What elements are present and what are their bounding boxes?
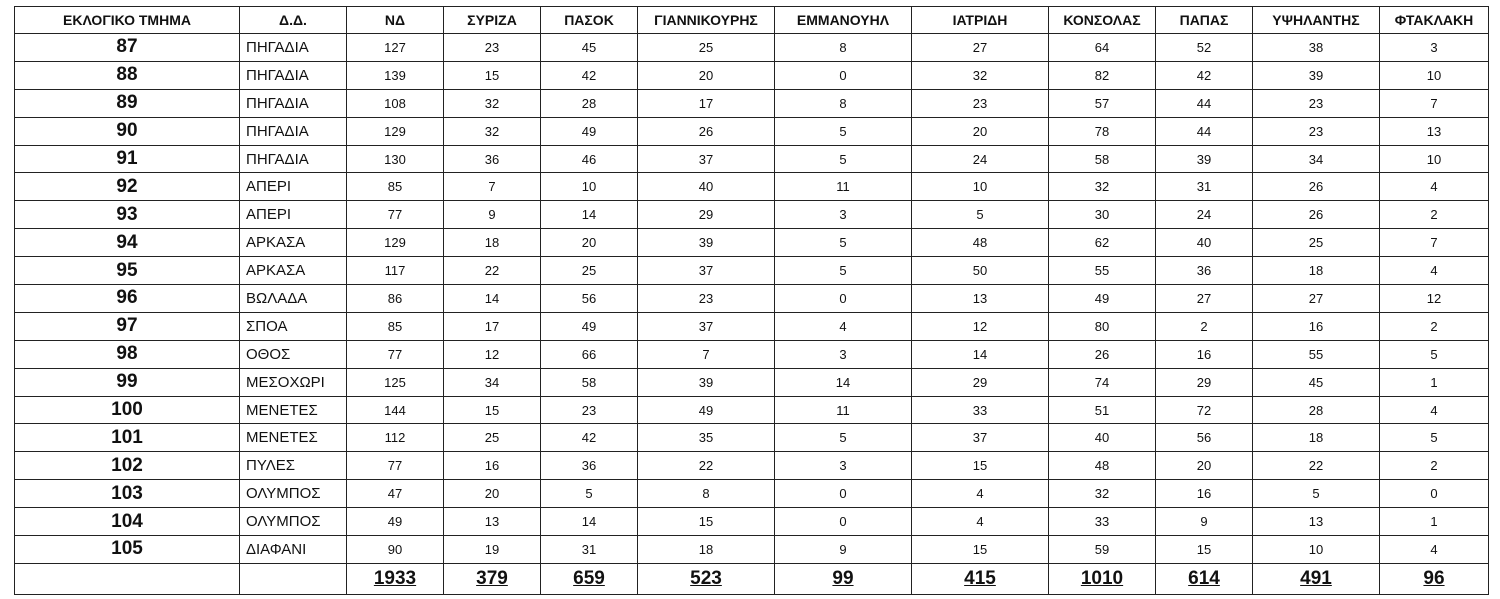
vote-count: 34 [444,368,541,396]
vote-count: 59 [1049,536,1156,564]
vote-count: 3 [775,340,912,368]
area-name: ΔΙΑΦΑΝΙ [240,536,347,564]
vote-count: 16 [444,452,541,480]
vote-count: 5 [1253,480,1380,508]
vote-count: 125 [347,368,444,396]
vote-count: 25 [444,424,541,452]
vote-count: 32 [1049,173,1156,201]
section-number: 104 [15,508,240,536]
vote-count: 5 [541,480,638,508]
table-row [15,508,1489,536]
vote-count: 74 [1049,368,1156,396]
section-number: 87 [15,34,240,62]
vote-count: 14 [541,201,638,229]
section-number: 105 [15,536,240,564]
column-header: ΓΙΑΝΝΙΚΟΥΡΗΣ [638,7,775,34]
vote-count: 29 [638,201,775,229]
totals-row [15,563,1489,594]
area-name: ΑΡΚΑΣΑ [240,257,347,285]
vote-count: 13 [912,285,1049,313]
vote-count: 28 [1253,396,1380,424]
table-row [15,285,1489,313]
vote-count: 23 [638,285,775,313]
vote-count: 90 [347,536,444,564]
vote-count: 3 [775,452,912,480]
vote-count: 3 [775,201,912,229]
vote-count: 4 [912,480,1049,508]
vote-count: 23 [541,396,638,424]
vote-count: 10 [912,173,1049,201]
vote-count: 49 [638,396,775,424]
table-row [15,536,1489,564]
total-count: 1010 [1049,563,1156,594]
vote-count: 78 [1049,117,1156,145]
vote-count: 12 [1380,285,1489,313]
area-name: ΟΛΥΜΠΟΣ [240,480,347,508]
vote-count: 0 [775,480,912,508]
area-name: ΠΥΛΕΣ [240,452,347,480]
vote-count: 42 [541,424,638,452]
vote-count: 27 [912,34,1049,62]
vote-count: 36 [1156,257,1253,285]
vote-count: 37 [638,145,775,173]
vote-count: 18 [1253,424,1380,452]
total-count: 523 [638,563,775,594]
vote-count: 10 [541,173,638,201]
results-sheet [14,6,1488,587]
vote-count: 127 [347,34,444,62]
section-number: 103 [15,480,240,508]
vote-count: 39 [1156,145,1253,173]
table-row [15,368,1489,396]
vote-count: 56 [541,285,638,313]
vote-count: 80 [1049,312,1156,340]
area-name: ΜΕΣΟΧΩΡΙ [240,368,347,396]
area-name: ΠΗΓΑΔΙΑ [240,117,347,145]
header-row [15,7,1489,34]
column-header: ΥΨΗΛΑΝΤΗΣ [1253,7,1380,34]
area-name: ΣΠΟΑ [240,312,347,340]
section-number: 93 [15,201,240,229]
vote-count: 2 [1380,201,1489,229]
vote-count: 8 [638,480,775,508]
area-name: ΠΗΓΑΔΙΑ [240,145,347,173]
vote-count: 18 [1253,257,1380,285]
vote-count: 33 [912,396,1049,424]
vote-count: 62 [1049,229,1156,257]
vote-count: 52 [1156,34,1253,62]
vote-count: 4 [1380,536,1489,564]
vote-count: 86 [347,285,444,313]
column-header: ΝΔ [347,7,444,34]
vote-count: 23 [912,89,1049,117]
area-name: ΠΗΓΑΔΙΑ [240,34,347,62]
table-row [15,257,1489,285]
table-row [15,229,1489,257]
column-header: ΠΑΠΑΣ [1156,7,1253,34]
section-number: 100 [15,396,240,424]
vote-count: 10 [1253,536,1380,564]
vote-count: 5 [1380,424,1489,452]
vote-count: 5 [775,117,912,145]
vote-count: 85 [347,312,444,340]
table-row [15,61,1489,89]
vote-count: 19 [444,536,541,564]
vote-count: 40 [1156,229,1253,257]
table-row [15,424,1489,452]
table-row [15,34,1489,62]
vote-count: 29 [1156,368,1253,396]
vote-count: 38 [1253,34,1380,62]
area-name: ΑΡΚΑΣΑ [240,229,347,257]
section-number: 98 [15,340,240,368]
vote-count: 16 [1253,312,1380,340]
vote-count: 58 [541,368,638,396]
vote-count: 42 [1156,61,1253,89]
vote-count: 25 [541,257,638,285]
vote-count: 40 [638,173,775,201]
section-number: 96 [15,285,240,313]
area-name: ΒΩΛΑΔΑ [240,285,347,313]
vote-count: 55 [1049,257,1156,285]
vote-count: 5 [775,229,912,257]
vote-count: 1 [1380,508,1489,536]
vote-count: 44 [1156,89,1253,117]
vote-count: 139 [347,61,444,89]
area-name: ΜΕΝΕΤΕΣ [240,396,347,424]
vote-count: 32 [444,117,541,145]
vote-count: 85 [347,173,444,201]
vote-count: 2 [1380,312,1489,340]
section-number: 90 [15,117,240,145]
column-header: ΦΤΑΚΛΑΚΗ [1380,7,1489,34]
vote-count: 12 [444,340,541,368]
vote-count: 7 [1380,229,1489,257]
section-number: 97 [15,312,240,340]
area-name: ΠΗΓΑΔΙΑ [240,89,347,117]
vote-count: 0 [1380,480,1489,508]
table-row [15,201,1489,229]
table-footer [15,563,1489,594]
vote-count: 7 [444,173,541,201]
vote-count: 5 [775,257,912,285]
vote-count: 20 [541,229,638,257]
table-row [15,312,1489,340]
area-name: ΑΠΕΡΙ [240,173,347,201]
vote-count: 18 [444,229,541,257]
vote-count: 26 [638,117,775,145]
vote-count: 24 [912,145,1049,173]
vote-count: 13 [1253,508,1380,536]
vote-count: 5 [912,201,1049,229]
total-count: 99 [775,563,912,594]
section-number: 95 [15,257,240,285]
vote-count: 10 [1380,61,1489,89]
vote-count: 13 [444,508,541,536]
vote-count: 72 [1156,396,1253,424]
column-header: ΚΟΝΣΟΛΑΣ [1049,7,1156,34]
vote-count: 23 [444,34,541,62]
table-row [15,89,1489,117]
vote-count: 8 [775,89,912,117]
vote-count: 9 [775,536,912,564]
vote-count: 23 [1253,117,1380,145]
column-header: ΙΑΤΡΙΔΗ [912,7,1049,34]
vote-count: 108 [347,89,444,117]
total-count: 1933 [347,563,444,594]
vote-count: 64 [1049,34,1156,62]
vote-count: 44 [1156,117,1253,145]
total-count: 415 [912,563,1049,594]
vote-count: 30 [1049,201,1156,229]
vote-count: 26 [1049,340,1156,368]
vote-count: 77 [347,340,444,368]
vote-count: 15 [912,536,1049,564]
vote-count: 27 [1253,285,1380,313]
vote-count: 4 [1380,257,1489,285]
vote-count: 14 [775,368,912,396]
section-number: 102 [15,452,240,480]
column-header: ΕΚΛΟΓΙΚΟ ΤΜΗΜΑ [15,7,240,34]
vote-count: 20 [444,480,541,508]
vote-count: 39 [638,229,775,257]
total-count: 379 [444,563,541,594]
section-number: 94 [15,229,240,257]
vote-count: 77 [347,201,444,229]
vote-count: 2 [1156,312,1253,340]
vote-count: 22 [1253,452,1380,480]
vote-count: 34 [1253,145,1380,173]
vote-count: 20 [912,117,1049,145]
table-body [15,34,1489,564]
vote-count: 4 [775,312,912,340]
vote-count: 12 [912,312,1049,340]
vote-count: 36 [444,145,541,173]
vote-count: 37 [912,424,1049,452]
vote-count: 9 [444,201,541,229]
table-row [15,452,1489,480]
vote-count: 5 [1380,340,1489,368]
vote-count: 2 [1380,452,1489,480]
vote-count: 130 [347,145,444,173]
vote-count: 35 [638,424,775,452]
totals-empty-cell [240,563,347,594]
vote-count: 8 [775,34,912,62]
vote-count: 66 [541,340,638,368]
vote-count: 18 [638,536,775,564]
vote-count: 9 [1156,508,1253,536]
vote-count: 1 [1380,368,1489,396]
vote-count: 39 [1253,61,1380,89]
section-number: 92 [15,173,240,201]
vote-count: 117 [347,257,444,285]
vote-count: 144 [347,396,444,424]
vote-count: 37 [638,312,775,340]
table-row [15,396,1489,424]
vote-count: 129 [347,229,444,257]
section-number: 101 [15,424,240,452]
vote-count: 29 [912,368,1049,396]
vote-count: 77 [347,452,444,480]
results-table [14,6,1489,595]
vote-count: 57 [1049,89,1156,117]
vote-count: 4 [912,508,1049,536]
area-name: ΟΘΟΣ [240,340,347,368]
column-header: ΣΥΡΙΖΑ [444,7,541,34]
section-number: 89 [15,89,240,117]
vote-count: 58 [1049,145,1156,173]
vote-count: 0 [775,285,912,313]
vote-count: 17 [638,89,775,117]
vote-count: 14 [912,340,1049,368]
vote-count: 31 [541,536,638,564]
vote-count: 7 [638,340,775,368]
vote-count: 11 [775,396,912,424]
vote-count: 20 [638,61,775,89]
vote-count: 49 [541,312,638,340]
vote-count: 14 [541,508,638,536]
section-number: 99 [15,368,240,396]
vote-count: 36 [541,452,638,480]
vote-count: 112 [347,424,444,452]
vote-count: 22 [638,452,775,480]
vote-count: 26 [1253,173,1380,201]
vote-count: 16 [1156,340,1253,368]
vote-count: 31 [1156,173,1253,201]
vote-count: 15 [444,61,541,89]
vote-count: 20 [1156,452,1253,480]
area-name: ΜΕΝΕΤΕΣ [240,424,347,452]
vote-count: 28 [541,89,638,117]
vote-count: 0 [775,508,912,536]
vote-count: 49 [347,508,444,536]
table-row [15,480,1489,508]
total-count: 491 [1253,563,1380,594]
vote-count: 15 [638,508,775,536]
vote-count: 7 [1380,89,1489,117]
vote-count: 10 [1380,145,1489,173]
totals-empty-cell [15,563,240,594]
column-header: Δ.Δ. [240,7,347,34]
vote-count: 48 [912,229,1049,257]
vote-count: 82 [1049,61,1156,89]
table-row [15,340,1489,368]
vote-count: 39 [638,368,775,396]
area-name: ΠΗΓΑΔΙΑ [240,61,347,89]
vote-count: 33 [1049,508,1156,536]
vote-count: 11 [775,173,912,201]
section-number: 91 [15,145,240,173]
table-row [15,145,1489,173]
total-count: 96 [1380,563,1489,594]
vote-count: 5 [775,424,912,452]
vote-count: 27 [1156,285,1253,313]
vote-count: 32 [912,61,1049,89]
vote-count: 15 [1156,536,1253,564]
area-name: ΑΠΕΡΙ [240,201,347,229]
vote-count: 40 [1049,424,1156,452]
total-count: 659 [541,563,638,594]
vote-count: 4 [1380,173,1489,201]
vote-count: 129 [347,117,444,145]
vote-count: 3 [1380,34,1489,62]
section-number: 88 [15,61,240,89]
vote-count: 49 [1049,285,1156,313]
vote-count: 15 [912,452,1049,480]
vote-count: 51 [1049,396,1156,424]
vote-count: 50 [912,257,1049,285]
vote-count: 14 [444,285,541,313]
vote-count: 37 [638,257,775,285]
table-row [15,117,1489,145]
column-header: ΠΑΣΟΚ [541,7,638,34]
vote-count: 45 [1253,368,1380,396]
vote-count: 47 [347,480,444,508]
vote-count: 32 [444,89,541,117]
vote-count: 25 [1253,229,1380,257]
vote-count: 46 [541,145,638,173]
vote-count: 16 [1156,480,1253,508]
vote-count: 45 [541,34,638,62]
vote-count: 25 [638,34,775,62]
vote-count: 13 [1380,117,1489,145]
area-name: ΟΛΥΜΠΟΣ [240,508,347,536]
vote-count: 42 [541,61,638,89]
vote-count: 56 [1156,424,1253,452]
vote-count: 0 [775,61,912,89]
vote-count: 55 [1253,340,1380,368]
vote-count: 23 [1253,89,1380,117]
vote-count: 17 [444,312,541,340]
column-header: ΕΜΜΑΝΟΥΗΛ [775,7,912,34]
vote-count: 48 [1049,452,1156,480]
vote-count: 24 [1156,201,1253,229]
total-count: 614 [1156,563,1253,594]
vote-count: 49 [541,117,638,145]
table-row [15,173,1489,201]
table-header [15,7,1489,34]
vote-count: 26 [1253,201,1380,229]
vote-count: 22 [444,257,541,285]
vote-count: 4 [1380,396,1489,424]
vote-count: 15 [444,396,541,424]
vote-count: 32 [1049,480,1156,508]
vote-count: 5 [775,145,912,173]
